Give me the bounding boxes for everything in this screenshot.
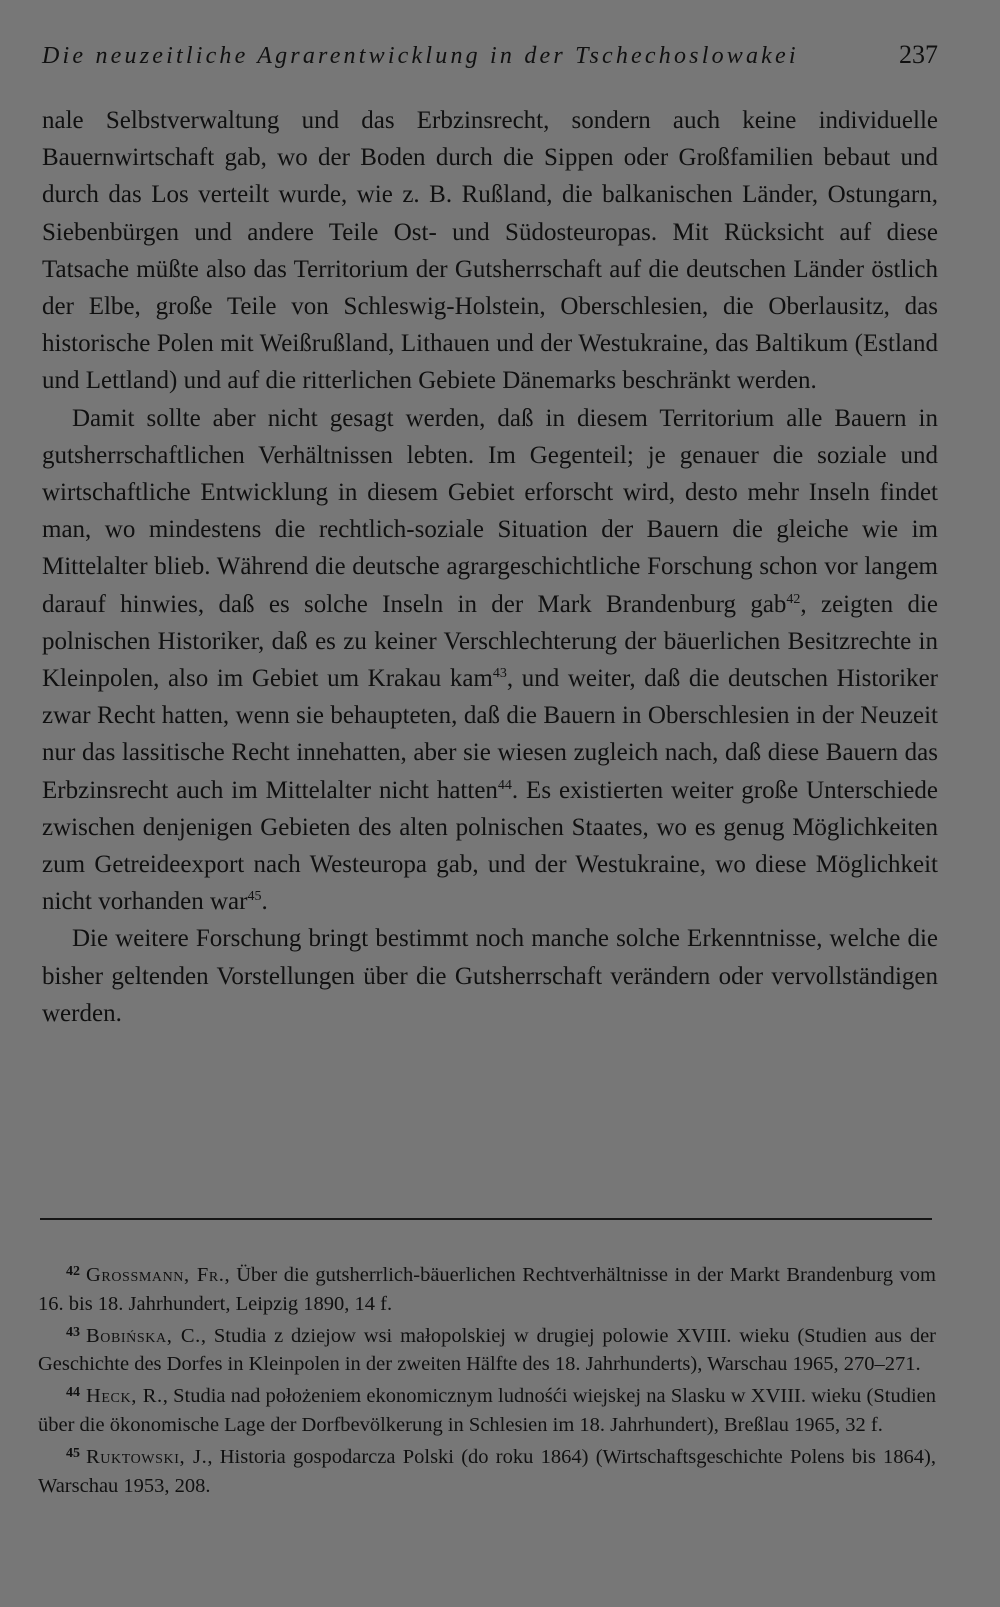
- footnote-author: Bobińska, C.: [86, 1324, 201, 1347]
- footnote-ref-42: 42: [786, 591, 801, 607]
- paragraph-2-part-a: Damit sollte aber nicht gesagt werden, daß in diesem Territorium alle Bauern in gutsherrschaftlichen Verhältnissen lebten. Im Gegenteil; je genauer die soziale und wirtschaftliche Entwicklung in diesem Gebiet erforscht wird, desto mehr Inseln findet man, wo mindestens die rechtlich-soziale Situation der Bauern die gleiche wie im Mittelalter blieb. Während die deutsche agrargeschichtliche Forschung schon vor langem darauf hinwies, daß es solche Inseln in der Mark Brandenburg gab: [42, 404, 938, 618]
- footnote-ref-43: 43: [492, 666, 507, 682]
- footnote-ref-45: 45: [247, 889, 262, 905]
- footnote-text: , Über die gutsherrlich-bäuerlichen Rechtverhältnisse in der Markt Brandenburg vom 16. bis 18. Jahrhundert, Leipzig 1890, 14 f.: [38, 1264, 936, 1315]
- running-header: [42, 40, 938, 82]
- running-title: Die neuzeitliche Agrarentwicklung in der Tschechoslowakei: [42, 43, 799, 69]
- footnote-45: [38, 1440, 936, 1501]
- footnote-43: [38, 1319, 936, 1380]
- footnote-number: 43: [66, 1324, 80, 1340]
- paragraph-1: nale Selbstverwaltung und das Erbzinsrecht, sondern auch keine individuelle Bauernwirtschaft gab, wo der Boden durch die Sippen oder Großfamilien bebaut und durch das Los verteilt wurde, wie z. B. Rußland, die balkanischen Länder, Ostungarn, Siebenbürgen und andere Teile Ost- und Südosteuropas. Mit Rücksicht auf diese Tatsache müßte also das Territorium der Gutsherrschaft auf die deutschen Länder östlich der Elbe, große Teile von Schleswig-Holstein, Oberschlesien, die Oberlausitz, das historische Polen mit Weißrußland, Lithauen und der Westukraine, das Baltikum (Estland und Lettland) und auf die ritterlichen Gebiete Dänemarks beschränkt werden.: [42, 107, 938, 395]
- footnote-author: Heck, R.: [86, 1385, 163, 1408]
- main-text: [42, 102, 938, 1032]
- footnote-number: 44: [66, 1385, 80, 1401]
- footnote-author: Ruktowski, J.: [86, 1445, 208, 1468]
- paragraph-2-part-d: . Es existierten weiter große Unterschiede zwischen denjenigen Gebieten des alten polnischen Staates, wo es genug Möglichkeiten zum Getreideexport nach Westeuropa gab, und der Westukraine, wo diese Möglichkeit nicht vorhanden war: [42, 776, 938, 916]
- footnote-text: , Studia z dziejow wsi małopolskiej w drugiej polowie XVIII. wieku (Studien aus der Geschichte des Dorfes in Kleinpolen in der zweiten Hälfte des 18. Jahrhunderts), Warschau 1965, 270–271.: [38, 1324, 936, 1376]
- footnote-ref-44: 44: [497, 777, 512, 793]
- footnote-separator: [40, 1218, 932, 1220]
- footnote-number: 42: [66, 1264, 80, 1279]
- footnote-author: Grossmann, Fr.: [86, 1264, 225, 1286]
- paragraph-3: Die weitere Forschung bringt bestimmt noch manche solche Erkenntnisse, welche die bisher geltenden Vorstellungen über die Gutsherrschaft verändern oder vervollständigen werden.: [42, 925, 938, 1027]
- paragraph-2-part-c: , und weiter, daß die deutschen Historiker zwar Recht hatten, wenn sie behaupteten, daß die Bauern in Oberschlesien in der Neuzeit nur das lassitische Recht innehatten, aber sie wiesen zugleich nach, daß diese Bauern das Erbzinsrecht auch im Mittelalter nicht hatten: [42, 665, 938, 804]
- footnotes: [38, 1258, 936, 1500]
- footnote-42: [38, 1258, 936, 1319]
- footnote-44: [38, 1379, 936, 1440]
- paragraph-2-part-b: , zeigten die polnischen Historiker, daß es zu keiner Verschlechterung der bäuerlichen Besitzrechte in Kleinpolen, also im Gebiet um Krakau kam: [42, 590, 938, 693]
- footnote-number: 45: [66, 1445, 80, 1461]
- paragraph-2: [42, 400, 938, 921]
- footnote-text: , Studia nad położeniem ekonomicznym ludnośći wiejskej na Slasku w XVIII. wieku (Studien über die ökonomische Lage der Dorfbevölkerung in Schlesien im 18. Jahrhundert), Breßlau 1965, 32 f.: [38, 1385, 937, 1436]
- footnote-text: , Historia gospodarcza Polski (do roku 1864) (Wirtschaftsgeschichte Polens bis 1864), Warschau 1953, 208.: [38, 1445, 936, 1497]
- page-number: 237: [899, 40, 938, 69]
- paragraph-2-part-e: .: [261, 888, 268, 916]
